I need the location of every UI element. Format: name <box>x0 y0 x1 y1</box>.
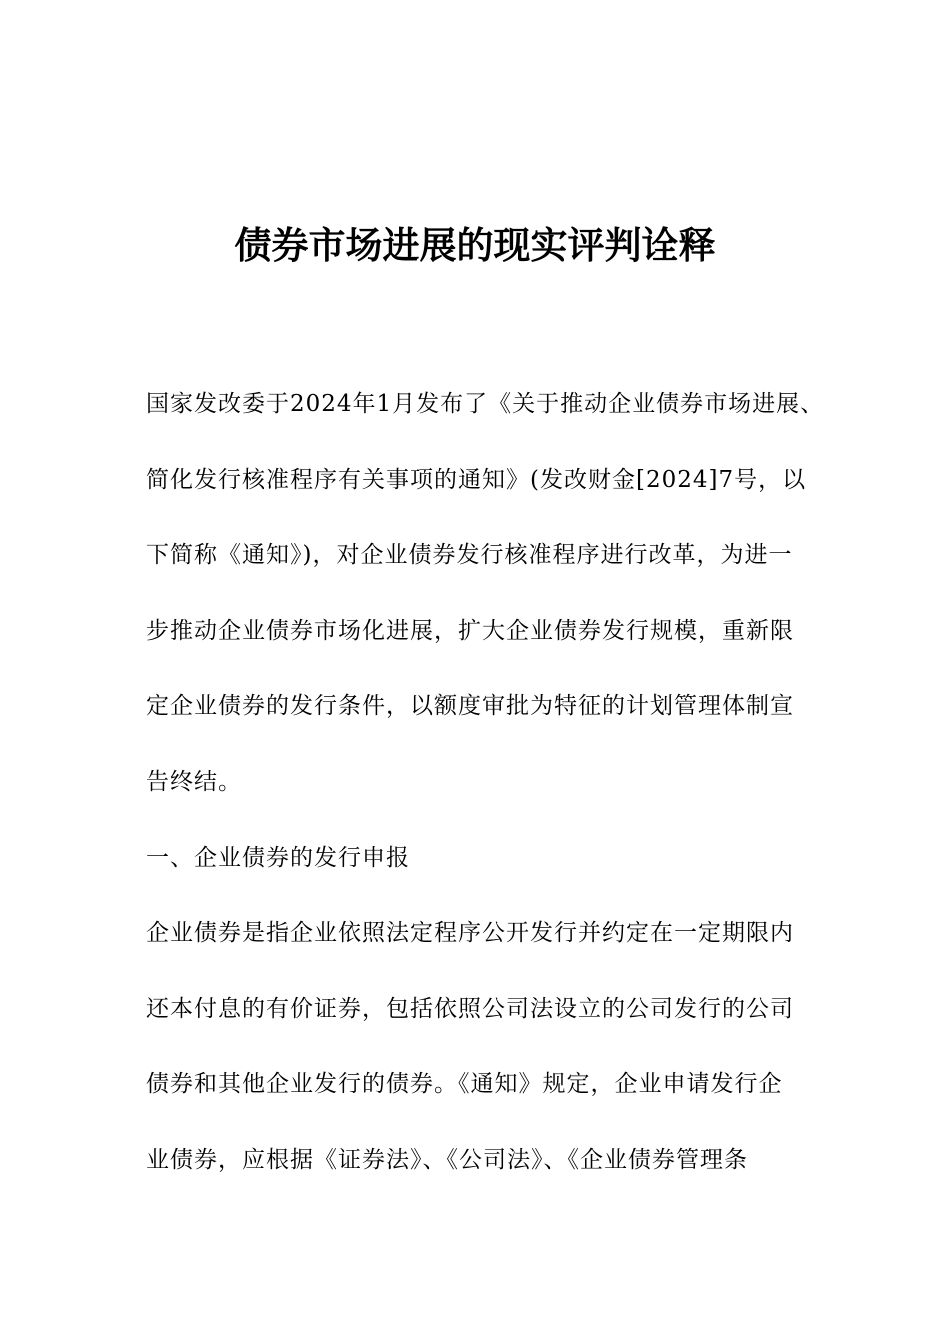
text-line: 告终结。 <box>146 768 242 795</box>
text-line: 业债券，应根据《证券法》、《公司法》、《企业债券管理条 <box>146 1146 748 1173</box>
paragraph-intro <box>146 367 825 821</box>
text-line: 债券和其他企业发行的债券。《通知》规定，企业申请发行企 <box>146 1071 783 1098</box>
text-line: 简化发行核准程序有关事项的通知》(发改财金[2024]7号，以 <box>146 466 807 493</box>
text-line: 定企业债券的发行条件，以额度审批为特征的计划管理体制宣 <box>146 693 794 720</box>
text-line: 步推动企业债券市场化进展，扩大企业债券发行规模，重新限 <box>146 617 794 644</box>
text-line: 下简称《通知》)，对企业债券发行核准程序进行改革，为进一 <box>146 542 793 569</box>
document-title: 债券市场进展的现实评判诠释 <box>234 224 716 267</box>
text-line: 国家发改委于2024年1月发布了《关于推动企业债券市场进展、 <box>146 391 825 417</box>
paragraph-section-one <box>146 896 816 1198</box>
text-line: 还本付息的有价证券，包括依照公司法设立的公司发行的公司 <box>146 995 794 1022</box>
text-line: 企业债券是指企业依照法定程序公开发行并约定在一定期限内 <box>146 920 794 947</box>
section-heading <box>146 821 816 897</box>
section-heading-text: 一、企业债券的发行申报 <box>146 844 410 871</box>
document-body <box>146 367 825 1199</box>
